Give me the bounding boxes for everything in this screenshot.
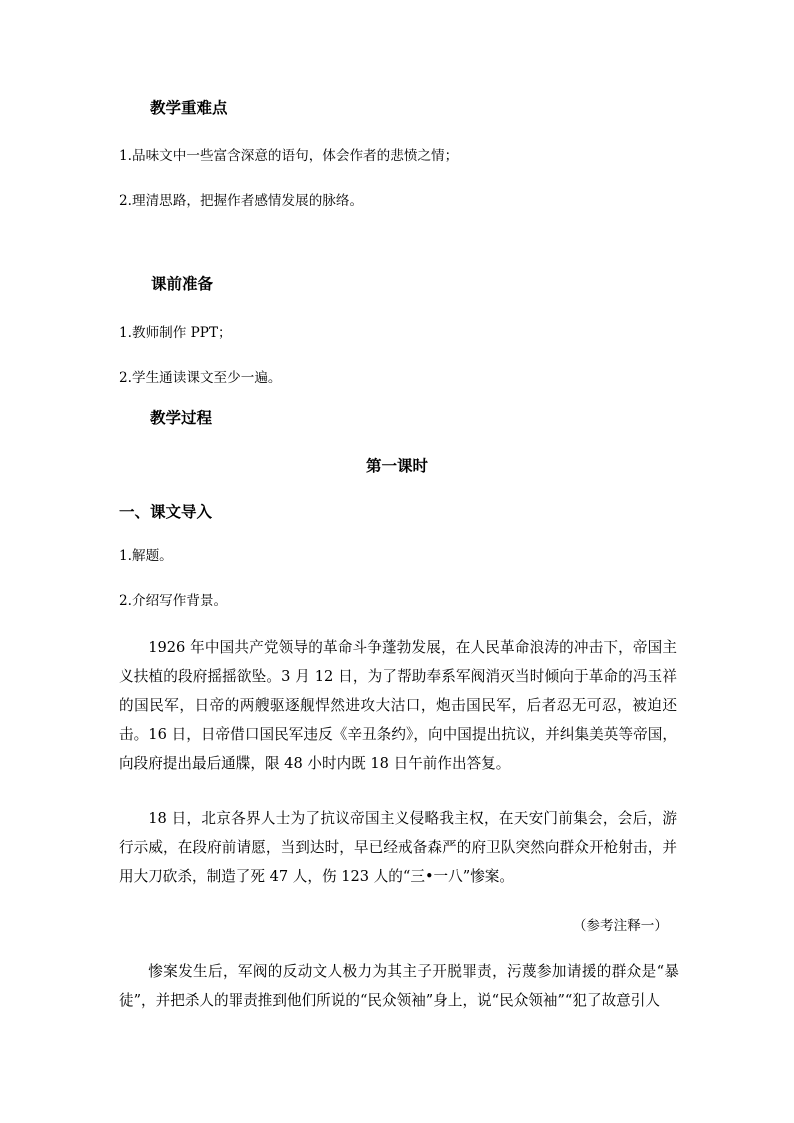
background-paragraph-1: 1926 年中国共产党领导的革命斗争蓬勃发展，在人民革命浪涛的冲击下，帝国主义扶植的段府摇摇欲坠。3 月 12 日，为了帮助奉系军阀消灭当时倾向于革命的冯玉祥的国民军，日帝的两艘驱逐舰悍然进攻大沽口，炮击国民军，后者忍无可忍，被迫还击。16 日，日帝借口国民军违反《辛丑条约》，向中国提出抗议，并纠集美英等帝国，向段府提出最后通牒，限 48 小时内既 18 日午前作出答复。 <box>119 639 677 772</box>
preparation-item-2: 2.学生通读课文至少一遍。 <box>119 370 282 386</box>
background-paragraph-2: 18 日，北京各界人士为了抗议帝国主义侵略我主权，在天安门前集会，会后，游行示威，在段府前请愿，当到达时，早已经戒备森严的府卫队突然向群众开枪射击，并用大刀砍杀，制造了死 47 人，伤 123 人的“三•一八”惨案。 <box>119 810 677 885</box>
lesson-title: 第一课时 <box>365 457 428 475</box>
key-point-item-2: 2.理清思路，把握作者感情发展的脉络。 <box>119 193 364 209</box>
heading-process: 教学过程 <box>150 409 213 427</box>
key-point-item-1: 1.品味文中一些富含深意的语句，体会作者的悲愤之情； <box>119 148 459 164</box>
preparation-item-1: 1.教师制作 PPT； <box>119 325 232 341</box>
reference-note: （参考注释一） <box>572 918 668 934</box>
part-title-introduction: 一、课文导入 <box>119 503 213 521</box>
heading-preparation: 课前准备 <box>151 275 214 293</box>
process-item-2: 2.介绍写作背景。 <box>119 593 228 609</box>
heading-key-points: 教学重难点 <box>150 99 228 117</box>
background-paragraph-3: 惨案发生后，军阀的反动文人极力为其主子开脱罪责，污蔑参加请援的群众是“暴徒”，并把杀人的罪责推到他们所说的“民众领袖”身上，说“民众领袖”“犯了故意引人 <box>119 963 679 1009</box>
process-item-1: 1.解题。 <box>119 548 173 564</box>
